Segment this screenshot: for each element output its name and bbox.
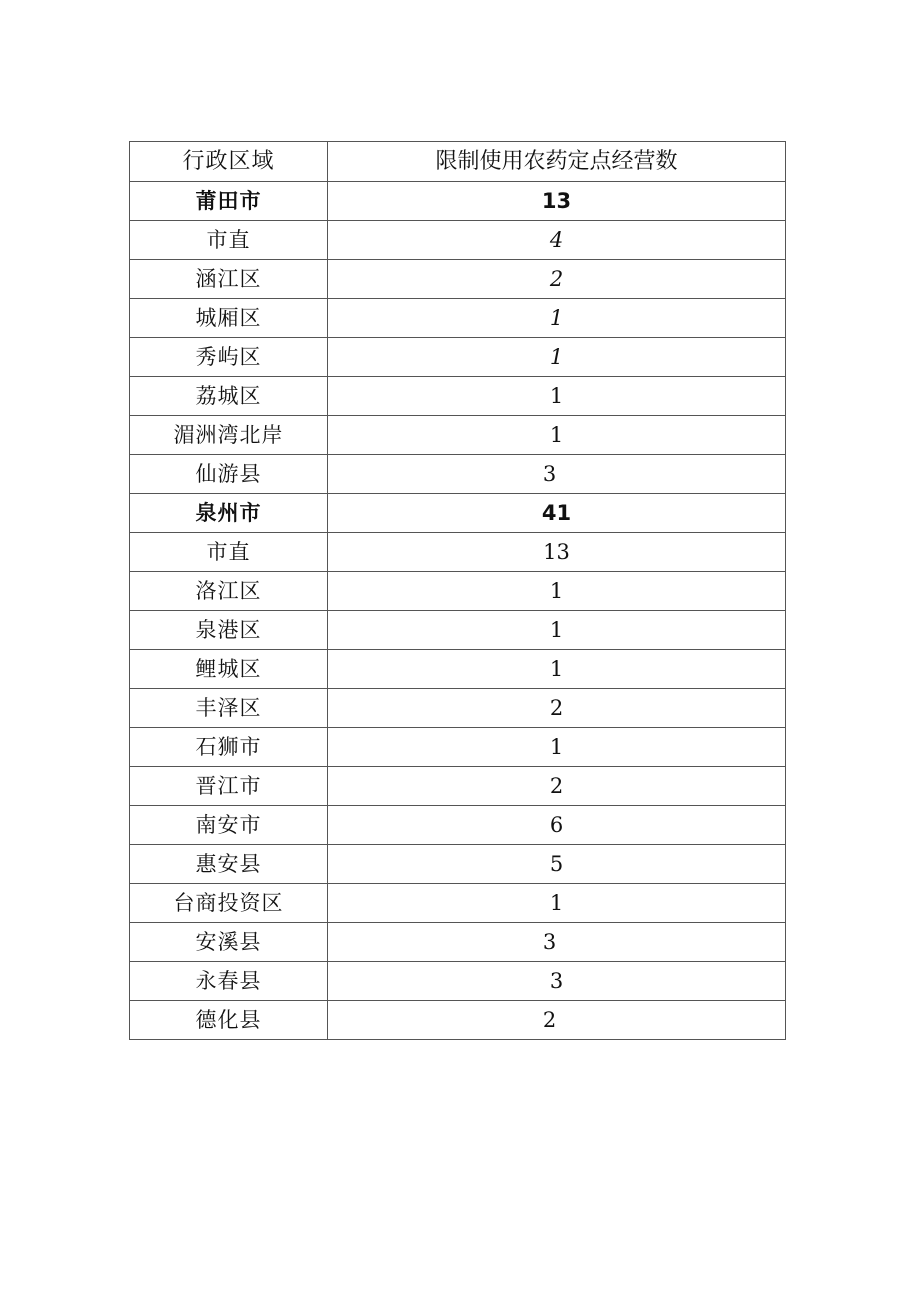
count-cell: 5 (328, 845, 786, 884)
region-cell: 泉港区 (130, 611, 328, 650)
count-cell: 1 (328, 572, 786, 611)
table-row (130, 416, 786, 455)
region-cell: 安溪县 (130, 923, 328, 962)
table-row-city (130, 182, 786, 221)
table-row (130, 806, 786, 845)
region-cell: 丰泽区 (130, 689, 328, 728)
outlet-count-table (129, 141, 786, 1040)
table-row (130, 533, 786, 572)
region-cell: 鲤城区 (130, 650, 328, 689)
count-cell: 2 (328, 689, 786, 728)
region-cell: 泉州市 (130, 494, 328, 533)
count-cell: 1 (328, 416, 786, 455)
count-cell: 13 (328, 182, 786, 221)
count-cell: 1 (328, 728, 786, 767)
count-cell: 41 (328, 494, 786, 533)
region-cell: 惠安县 (130, 845, 328, 884)
region-cell: 湄洲湾北岸 (130, 416, 328, 455)
table-row (130, 572, 786, 611)
count-cell: 2 (328, 1001, 786, 1040)
count-cell: 13 (328, 533, 786, 572)
region-cell: 市直 (130, 221, 328, 260)
region-cell: 秀屿区 (130, 338, 328, 377)
region-cell: 仙游县 (130, 455, 328, 494)
region-cell: 莆田市 (130, 182, 328, 221)
table-header-row (130, 142, 786, 182)
table-body (130, 142, 786, 1040)
region-cell: 台商投资区 (130, 884, 328, 923)
table-row (130, 221, 786, 260)
table-row (130, 1001, 786, 1040)
region-cell: 城厢区 (130, 299, 328, 338)
count-cell: 4 (328, 221, 786, 260)
table-row (130, 260, 786, 299)
count-cell: 3 (328, 455, 786, 494)
count-cell: 1 (328, 377, 786, 416)
table-row (130, 884, 786, 923)
region-cell: 石狮市 (130, 728, 328, 767)
table-row (130, 923, 786, 962)
table-row (130, 728, 786, 767)
table-row-city (130, 494, 786, 533)
table-row (130, 299, 786, 338)
count-cell: 3 (328, 962, 786, 1001)
table-row (130, 650, 786, 689)
table-row (130, 689, 786, 728)
table-row (130, 962, 786, 1001)
table-row (130, 611, 786, 650)
header-region: 行政区域 (130, 142, 328, 182)
region-cell: 荔城区 (130, 377, 328, 416)
region-cell: 涵江区 (130, 260, 328, 299)
header-count: 限制使用农药定点经营数 (328, 142, 786, 182)
count-cell: 2 (328, 767, 786, 806)
region-cell: 洛江区 (130, 572, 328, 611)
count-cell: 3 (328, 923, 786, 962)
count-cell: 1 (328, 338, 786, 377)
table-row (130, 845, 786, 884)
table-row (130, 455, 786, 494)
table-row (130, 767, 786, 806)
count-cell: 1 (328, 884, 786, 923)
region-cell: 南安市 (130, 806, 328, 845)
count-cell: 1 (328, 611, 786, 650)
count-cell: 1 (328, 650, 786, 689)
table-row (130, 338, 786, 377)
region-cell: 市直 (130, 533, 328, 572)
region-cell: 晋江市 (130, 767, 328, 806)
count-cell: 6 (328, 806, 786, 845)
region-cell: 德化县 (130, 1001, 328, 1040)
count-cell: 2 (328, 260, 786, 299)
count-cell: 1 (328, 299, 786, 338)
table-row (130, 377, 786, 416)
region-cell: 永春县 (130, 962, 328, 1001)
